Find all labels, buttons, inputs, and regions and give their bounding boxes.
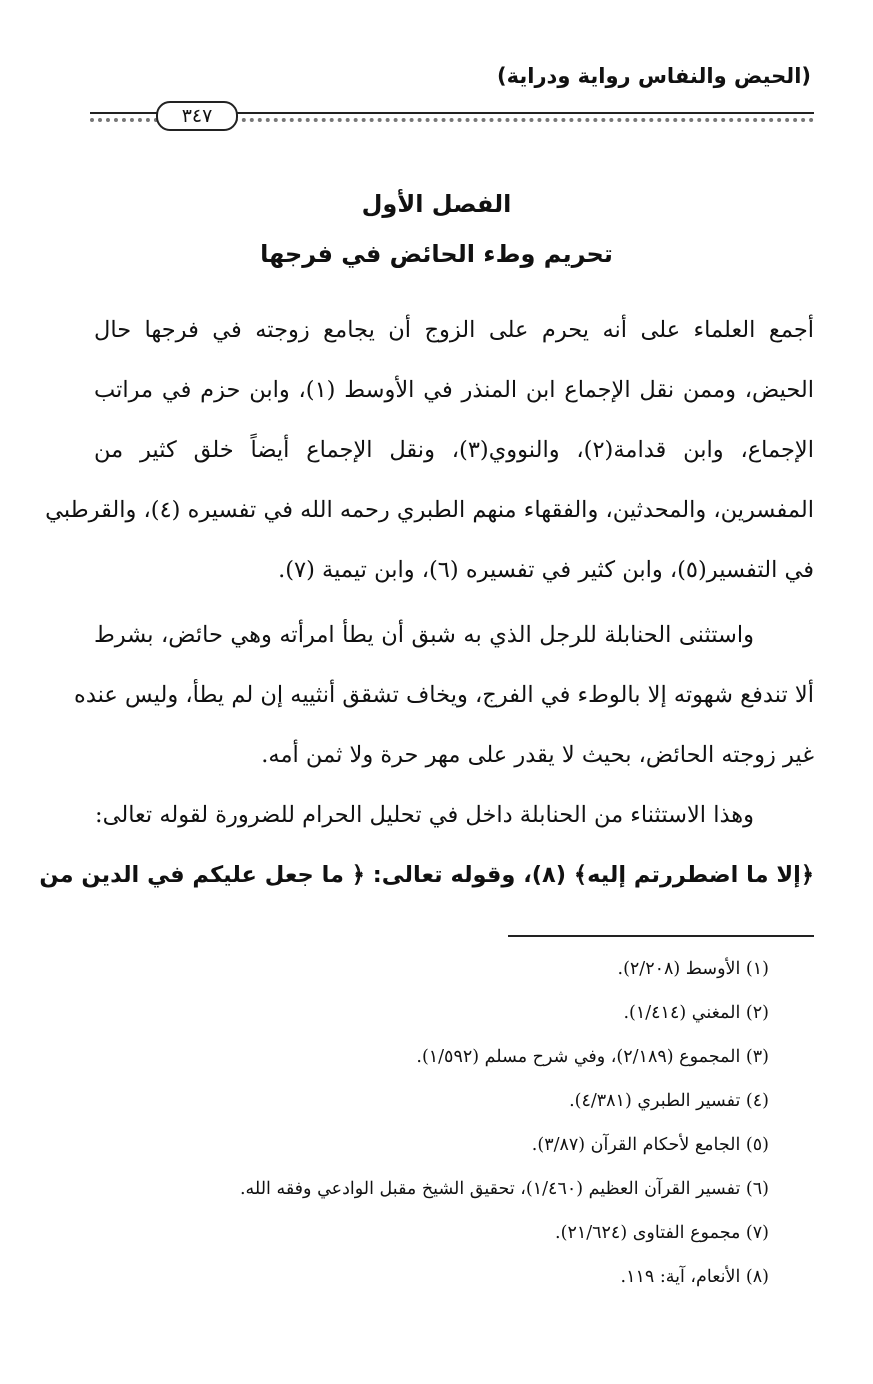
body-line: أجمع العلماء على أنه يحرم على الزوج أن يجامع زوجته في فرجها حال [94,317,814,343]
footnote: (١) الأوسط (٢/٢٠٨). [617,959,769,979]
body-line: المفسرين، والمحدثين، والفقهاء منهم الطبري رحمه الله في تفسيره (٤)، والقرطبي [45,497,814,523]
footnote: (٤) تفسير الطبري (٤/٣٨١). [569,1091,769,1111]
chapter-subtitle: تحريم وطء الحائض في فرجها [260,240,613,268]
body-line-quran-verse: ﴿إلا ما اضطررتم إليه﴾ (٨)، وقوله تعالى: ﴿ ما جعل عليكم في الدين من [39,862,814,888]
body-line: الحيض، وممن نقل الإجماع ابن المنذر في الأوسط (١)، وابن حزم في مراتب [94,377,814,403]
footnote: (٥) الجامع لأحكام القرآن (٣/٨٧). [531,1135,769,1155]
body-line: الإجماع، وابن قدامة(٢)، والنووي(٣)، ونقل الإجماع أيضاً خلق كثير من [94,437,814,463]
footnote-separator [508,935,814,937]
body-line: غير زوجته الحائض، بحيث لا يقدر على مهر حرة ولا ثمن أمه. [261,742,814,768]
chapter-title: الفصل الأول [361,190,512,218]
footnote: (٣) المجموع (٢/١٨٩)، وفي شرح مسلم (١/٥٩٢). [416,1047,769,1067]
footnote: (٨) الأنعام، آية: ١١٩. [620,1267,769,1287]
running-title: (الحيض والنفاس رواية ودراية) [497,64,811,88]
footnote: (٧) مجموع الفتاوى (٢١/٦٢٤). [555,1223,769,1243]
page-number: ٣٤٧ [156,101,238,131]
footnote: (٦) تفسير القرآن العظيم (١/٤٦٠)، تحقيق الشيخ مقبل الوادعي وفقه الله. [239,1179,769,1199]
body-line: في التفسير(٥)، وابن كثير في تفسيره (٦)، وابن تيمية (٧). [278,557,814,583]
body-line: ألا تندفع شهوته إلا بالوطء في الفرج، ويخاف تشقق أنثييه إن لم يطأ، وليس عنده [74,682,814,708]
footnote: (٢) المغني (١/٤١٤). [623,1003,769,1023]
body-line: واستثنى الحنابلة للرجل الذي به شبق أن يطأ امرأته وهي حائض، بشرط [94,622,754,648]
body-line: وهذا الاستثناء من الحنابلة داخل في تحليل الحرام للضرورة لقوله تعالى: [95,802,754,828]
